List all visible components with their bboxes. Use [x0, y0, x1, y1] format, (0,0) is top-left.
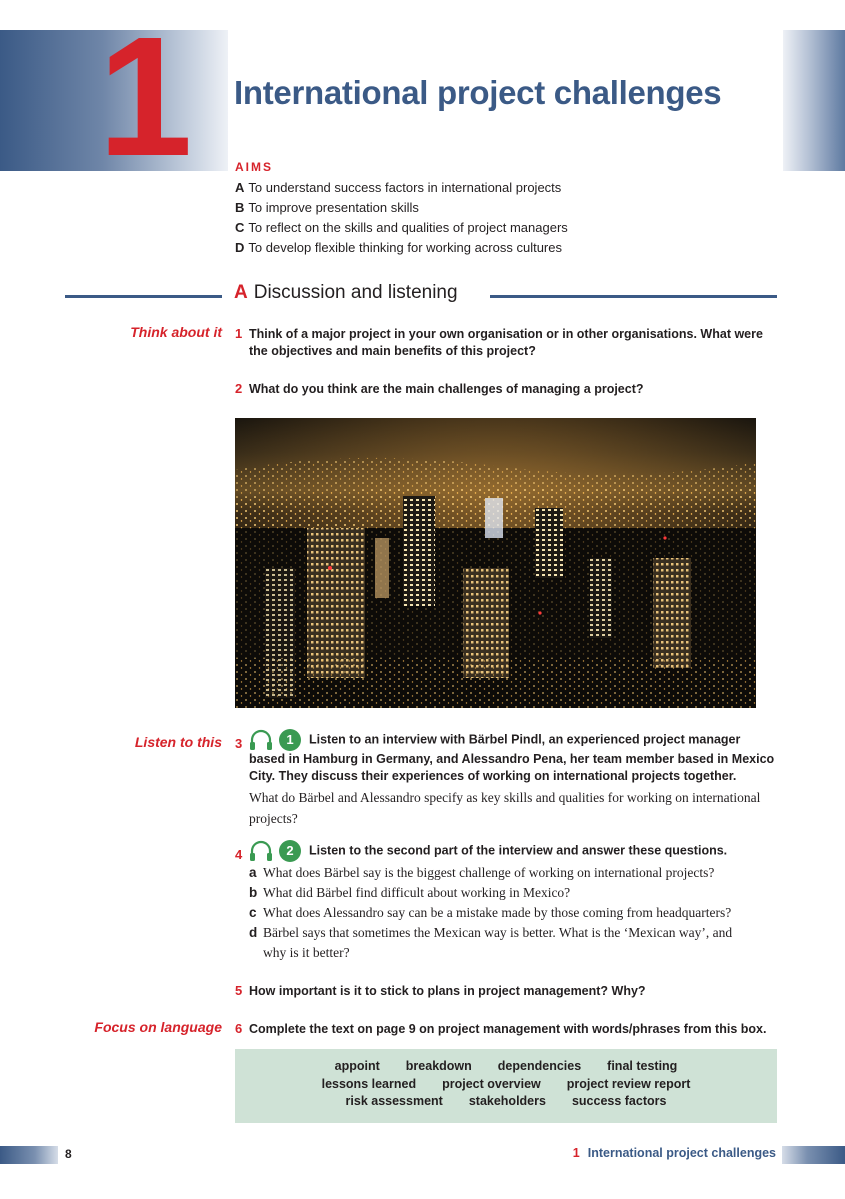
question-text: Think of a major project in your own organisation or in other organisations. What were the objectives and main benefits of this project? — [249, 327, 763, 358]
word-box — [235, 1049, 777, 1123]
aim-letter: C — [235, 220, 245, 235]
page-number: 8 — [65, 1147, 72, 1161]
side-label-focus: Focus on language — [94, 1019, 222, 1035]
question-text: Listen to the second part of the interview and answer these questions. — [309, 843, 728, 858]
audio-track[interactable] — [249, 840, 301, 862]
aim-letter: B — [235, 200, 245, 215]
sub-question-text-continued: why is it better? — [263, 945, 350, 960]
sub-question-text: What did Bärbel find difficult about working in Mexico? — [263, 885, 571, 900]
aim-text: To develop flexible thinking for working across cultures — [248, 240, 562, 255]
city-night-photo — [235, 418, 756, 708]
question-text: Listen to an interview with Bärbel Pindl, an experienced project manager based in Hamburg in Germany, and Alessandro Pena, her team member based in Mexico City. They discuss their experiences of working on international projects together. — [249, 732, 775, 783]
aim-item — [235, 218, 755, 238]
word-row — [235, 1076, 777, 1094]
track-number-badge: 2 — [279, 840, 301, 862]
word-item: appoint — [334, 1059, 380, 1073]
question-number: 2 — [235, 381, 243, 396]
unit-number: 1 — [98, 2, 193, 192]
sub-question — [249, 883, 784, 903]
question-followup: What do Bärbel and Alessandro specify as key skills and qualities for working on international projects? — [249, 790, 761, 826]
aim-item — [235, 198, 755, 218]
aim-text: To reflect on the skills and qualities of project managers — [248, 220, 568, 235]
section-letter: A — [234, 282, 248, 303]
question-text: How important is it to stick to plans in project management? Why? — [249, 984, 646, 998]
aim-item — [235, 238, 755, 258]
word-item: success factors — [571, 1094, 667, 1108]
aim-letter: D — [235, 240, 245, 255]
sub-question — [249, 903, 784, 923]
sub-question-letter: c — [249, 905, 257, 920]
question-text-4 — [249, 840, 779, 862]
aim-letter: A — [235, 180, 245, 195]
sub-question — [249, 923, 784, 963]
question-number: 1 — [235, 326, 243, 341]
question-text: Complete the text on page 9 on project management with words/phrases from this box. — [249, 1022, 767, 1036]
section-rule-right — [490, 295, 777, 298]
sub-question-letter: d — [249, 925, 258, 940]
sub-question-letter: a — [249, 865, 257, 880]
track-number-badge: 1 — [279, 729, 301, 751]
headphones-icon — [249, 840, 273, 862]
word-item: lessons learned — [321, 1076, 417, 1091]
side-label-listen: Listen to this — [134, 734, 222, 750]
sub-question-text: What does Alessandro say can be a mistake made by those coming from headquarters? — [263, 905, 732, 920]
page-title: International project challenges — [234, 74, 722, 111]
footer-unit-title — [573, 1146, 776, 1160]
side-label-think: Think about it — [130, 324, 222, 340]
question-number: 6 — [235, 1021, 243, 1036]
section-heading — [234, 282, 458, 304]
aim-text: To understand success factors in international projects — [248, 180, 562, 195]
word-item: stakeholders — [468, 1094, 546, 1108]
sub-question-letter: b — [249, 885, 258, 900]
word-row — [235, 1093, 777, 1111]
audio-track[interactable] — [249, 729, 301, 751]
word-item: dependencies — [497, 1059, 582, 1073]
city-night-image — [235, 418, 756, 708]
footer-unit-text: International project challenges — [587, 1146, 776, 1160]
word-item: project overview — [442, 1076, 541, 1091]
aim-item — [235, 178, 755, 198]
footer-unit-number: 1 — [572, 1146, 580, 1160]
word-item: final testing — [607, 1059, 678, 1073]
header-band-right — [783, 30, 845, 171]
footer-bar-right — [782, 1146, 845, 1164]
question-number: 5 — [235, 983, 243, 998]
question-number: 4 — [235, 847, 243, 862]
headphones-icon — [249, 729, 273, 751]
sub-question-text: Bärbel says that sometimes the Mexican way is better. What is the ‘Mexican way’, and — [263, 925, 733, 940]
footer-bar-left — [0, 1146, 58, 1164]
question-text: What do you think are the main challenges of managing a project? — [249, 382, 644, 396]
aims-list — [235, 178, 755, 258]
sub-question — [249, 863, 784, 883]
sub-question-text: What does Bärbel say is the biggest challenge of working on international projects? — [263, 865, 715, 880]
question-number: 3 — [235, 736, 243, 751]
section-title: Discussion and listening — [253, 282, 458, 303]
aim-text: To improve presentation skills — [248, 200, 419, 215]
word-item: project review report — [566, 1076, 691, 1091]
word-item: risk assessment — [345, 1094, 443, 1108]
word-item: breakdown — [405, 1059, 472, 1073]
question-text-3 — [249, 729, 779, 785]
section-rule-left — [65, 295, 222, 298]
aims-heading: AIMS — [235, 160, 273, 174]
word-row — [235, 1058, 777, 1076]
